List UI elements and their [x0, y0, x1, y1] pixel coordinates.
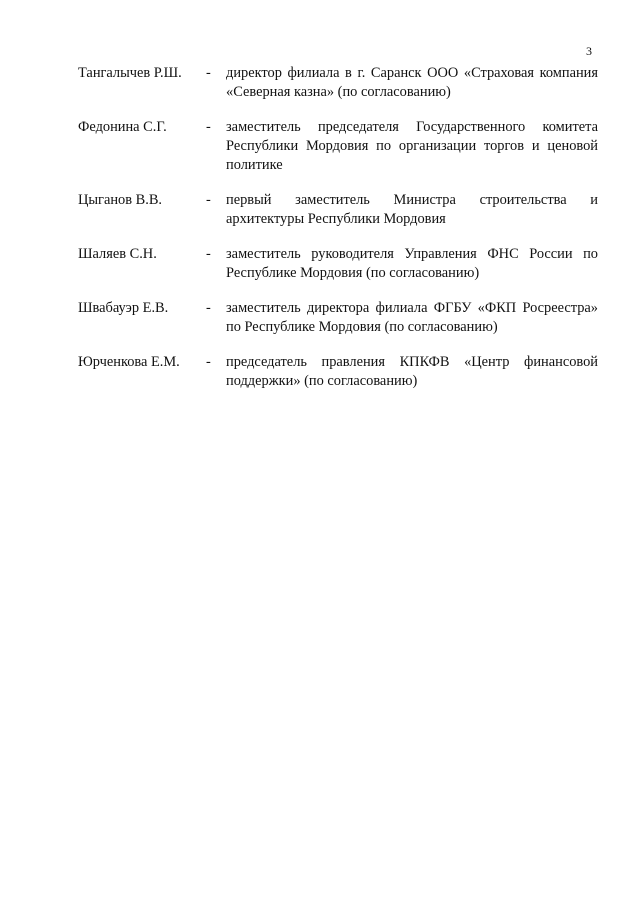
page-number: 3 — [586, 44, 592, 58]
separator-dash: - — [206, 300, 211, 316]
member-name: Швабауэр Е.В. — [78, 300, 169, 316]
separator-dash: - — [206, 119, 211, 135]
member-name: Тангалычев Р.Ш. — [78, 65, 182, 81]
member-name: Федонина С.Г. — [78, 119, 167, 135]
member-list — [78, 63, 598, 406]
member-position: первый заместитель Министра строительства и архитектуры Республики Мордовия — [226, 192, 598, 227]
list-item — [78, 298, 598, 337]
list-item — [78, 117, 598, 175]
list-item — [78, 244, 598, 283]
member-name: Шаляев С.Н. — [78, 246, 157, 262]
member-name: Цыганов В.В. — [78, 192, 163, 208]
list-item — [78, 190, 598, 229]
list-item — [78, 63, 598, 102]
member-name: Юрченкова Е.М. — [78, 354, 180, 370]
member-position: заместитель директора филиала ФГБУ «ФКП Росреестра» по Республике Мордовия (по согласованию) — [226, 300, 598, 335]
member-position: заместитель руководителя Управления ФНС России по Республике Мордовия (по согласованию) — [226, 246, 598, 281]
member-position: заместитель председателя Государственного комитета Республики Мордовия по организации торгов и ценовой политике — [226, 119, 598, 173]
member-position: председатель правления КПКФВ «Центр финансовой поддержки» (по согласованию) — [226, 354, 598, 389]
separator-dash: - — [206, 354, 211, 370]
separator-dash: - — [206, 192, 211, 208]
list-item — [78, 352, 598, 391]
separator-dash: - — [206, 65, 211, 81]
separator-dash: - — [206, 246, 211, 262]
member-position: директор филиала в г. Саранск ООО «Страховая компания «Северная казна» (по согласованию) — [226, 65, 598, 100]
